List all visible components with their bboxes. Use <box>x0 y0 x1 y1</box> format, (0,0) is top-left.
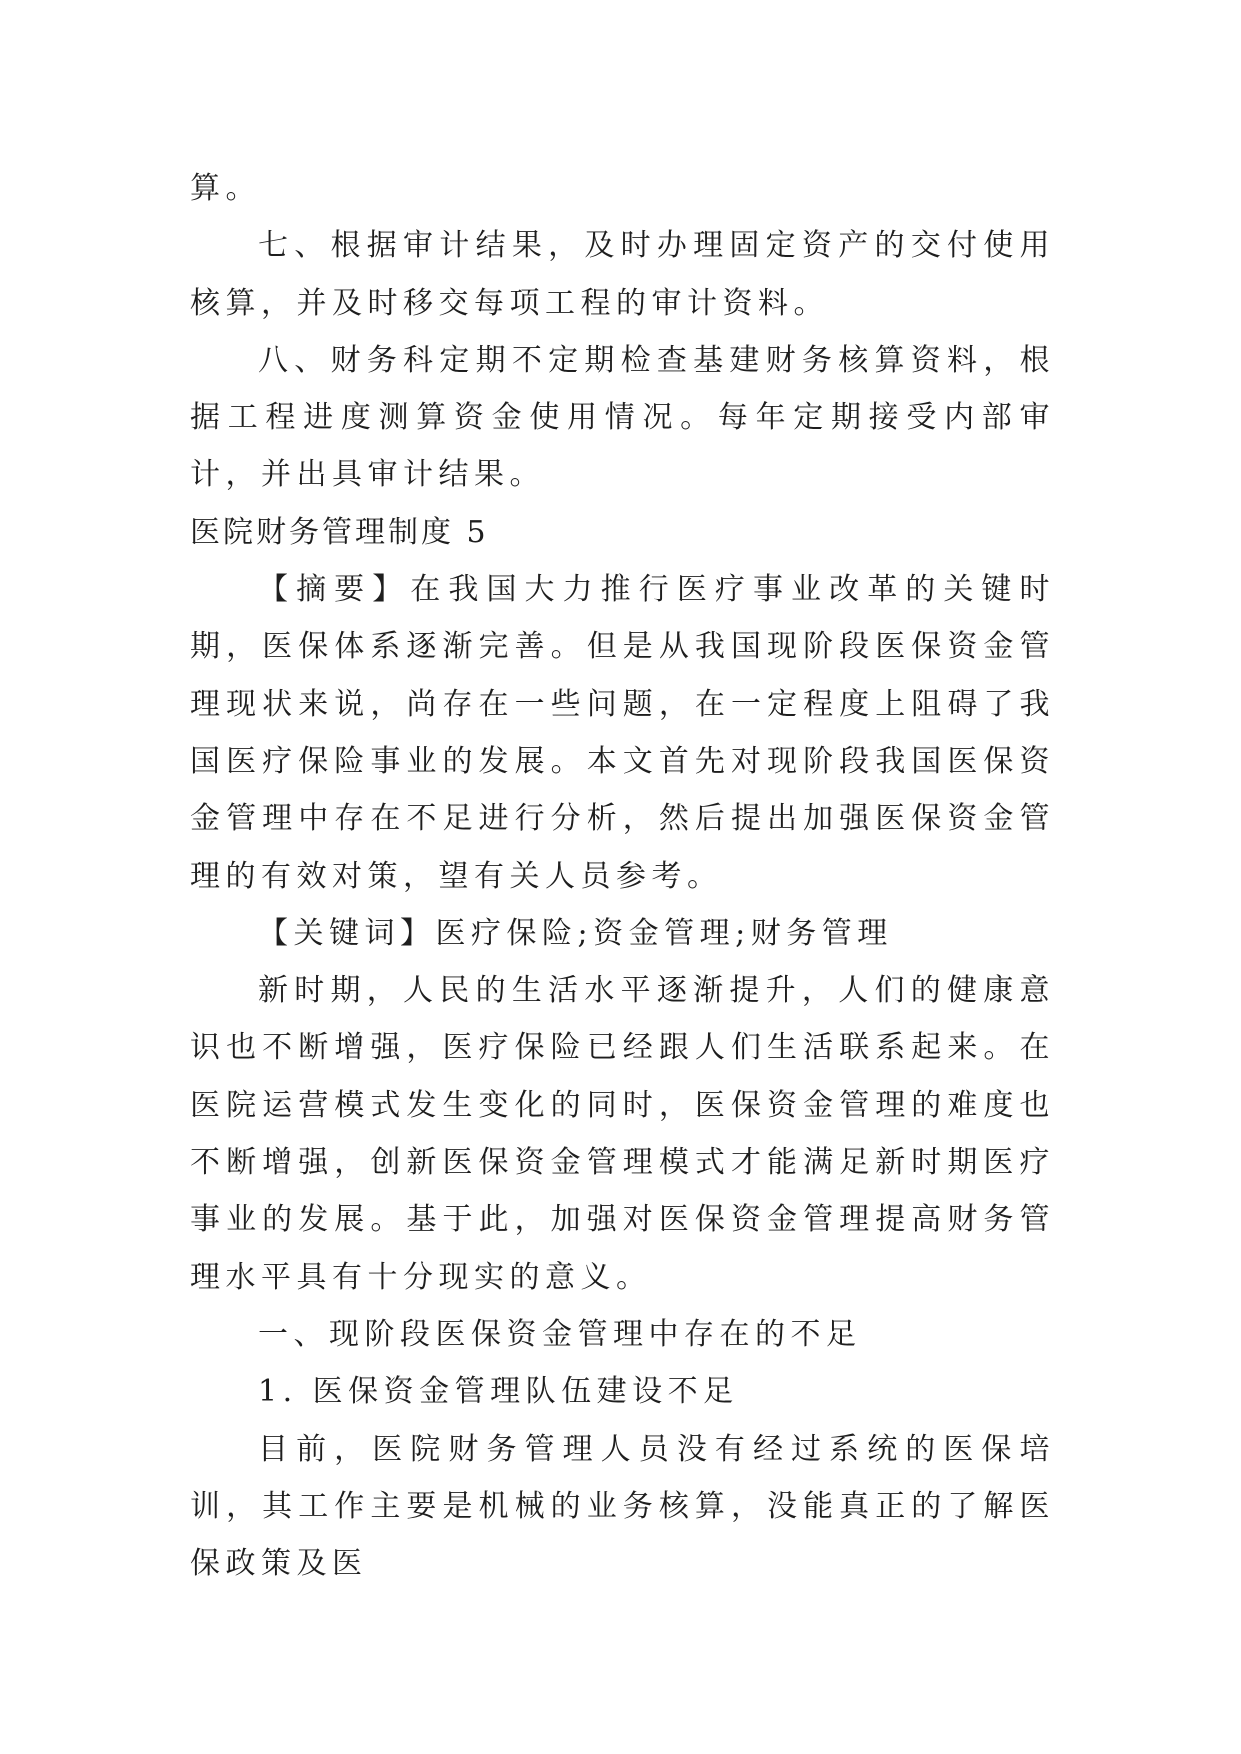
section-heading-one: 一、现阶段医保资金管理中存在的不足 <box>258 1316 862 1352</box>
document-body <box>190 160 1055 1592</box>
paragraph-item-seven: 七、根据审计结果，及时办理固定资产的交付使用核算，并及时移交每项工程的审计资料。 <box>190 228 1055 321</box>
subsection-heading-one: 1. 医保资金管理队伍建设不足 <box>258 1374 739 1410</box>
paragraph-continuation: 算。 <box>190 171 261 206</box>
keywords-paragraph: 【关键词】医疗保险;资金管理;财务管理 <box>258 915 893 951</box>
body-paragraph: 目前，医院财务管理人员没有经过系统的医保培训，其工作主要是机械的业务核算，没能真正的了解医保政策及医 <box>190 1431 1055 1582</box>
abstract-paragraph: 【摘要】在我国大力推行医疗事业改革的关键时期，医保体系逐渐完善。但是从我国现阶段医保资金管理现状来说，尚存在一些问题，在一定程度上阻碍了我国医疗保险事业的发展。本文首先对现阶段我国医保资金管理中存在不足进行分析，然后提出加强医保资金管理的有效对策，望有关人员参考。 <box>190 572 1055 894</box>
intro-paragraph: 新时期，人民的生活水平逐渐提升，人们的健康意识也不断增强，医疗保险已经跟人们生活联系起来。在医院运营模式发生变化的同时，医保资金管理的难度也不断增强，创新医保资金管理模式才能满足新时期医疗事业的发展。基于此，加强对医保资金管理提高财务管理水平具有十分现实的意义。 <box>190 973 1055 1295</box>
section-title: 医院财务管理制度 5 <box>190 514 489 550</box>
paragraph-item-eight: 八、财务科定期不定期检查基建财务核算资料，根据工程进度测算资金使用情况。每年定期接受内部审计，并出具审计结果。 <box>190 342 1055 493</box>
